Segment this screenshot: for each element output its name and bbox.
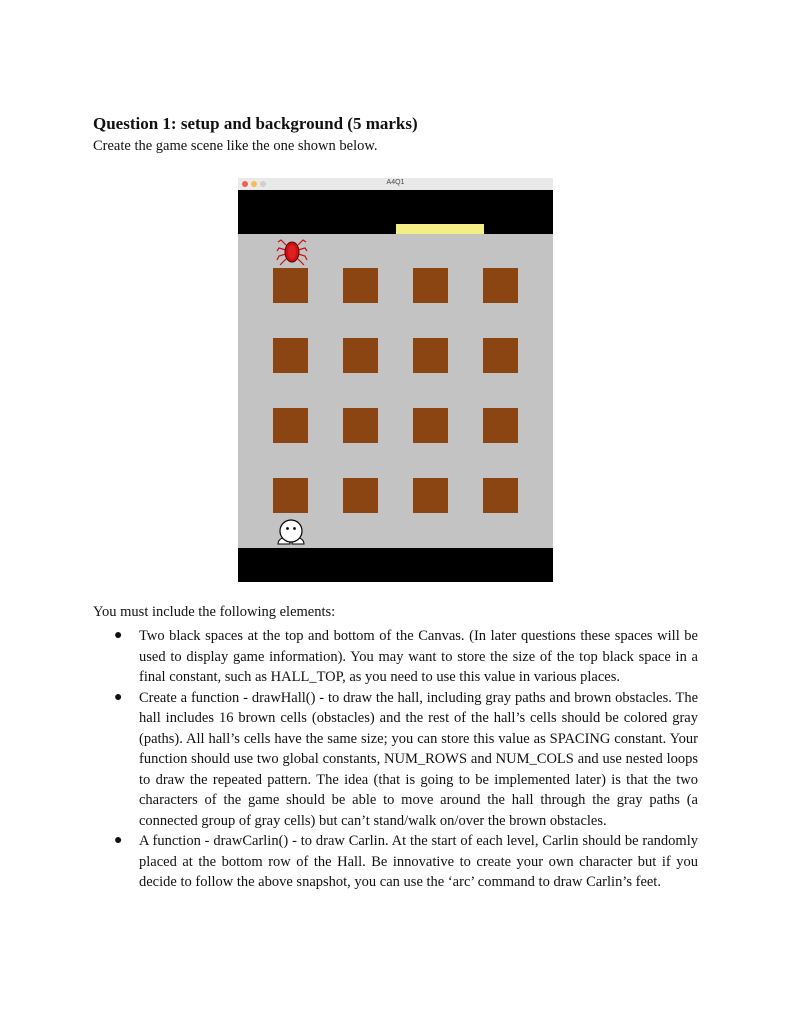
- bottom-black-space: [238, 548, 553, 582]
- obstacle-cell: [483, 268, 518, 303]
- list-item: [93, 626, 698, 688]
- window-title: A4Q1: [386, 179, 405, 186]
- requirement-text: Create a function - drawHall() - to draw the hall, including gray paths and brown obstacles. The hall includes 16 brown cells (obstacles) and the rest of the hall’s cells should be colored gray (paths). All hall’s cells have the same size; you can store this value as SPACING constant. Your function should use two global constants, NUM_ROWS and NUM_COLS and use nested loops to draw the repeated pattern. The idea (that is going to be implemented later) is that the two characters of the game should be able to move around the hall through the gray paths (a connected group of gray cells) but can’t stand/walk on/over the brown obstacles.: [139, 689, 698, 829]
- list-item: [93, 688, 698, 832]
- obstacle-cell: [413, 338, 448, 373]
- obstacle-cell: [413, 478, 448, 513]
- obstacle-cell: [343, 338, 378, 373]
- obstacle-cell: [483, 408, 518, 443]
- obstacle-cell: [343, 268, 378, 303]
- requirements-intro: You must include the following elements:: [93, 604, 336, 620]
- requirement-text: Two black spaces at the top and bottom of the Canvas. (In later questions these spaces will be used to display game information). You may want to store the size of the top black space in a final constant, such as HALL_TOP, as you need to use this value in various places.: [139, 628, 698, 685]
- obstacle-cell: [273, 408, 308, 443]
- bullet-icon: ●: [114, 628, 123, 643]
- obstacle-cell: [413, 408, 448, 443]
- bullet-icon: ●: [114, 689, 123, 705]
- obstacle-cell: [273, 268, 308, 303]
- question-heading: Question 1: setup and background (5 marks): [93, 114, 418, 133]
- hall: [238, 234, 553, 548]
- requirement-text: A function - drawCarlin() - to draw Carlin. At the start of each level, Carlin should be randomly placed at the bottom row of the Hall. Be innovative to create your own character but if you decide to follow the above snapshot, you can use the ‘arc’ command to draw Carlin’s feet.: [139, 833, 698, 890]
- question-intro: Create the game scene like the one shown below.: [93, 138, 378, 154]
- exit-bar: [396, 224, 484, 234]
- obstacle-cell: [343, 478, 378, 513]
- obstacle-cell: [483, 478, 518, 513]
- obstacle-cell: [273, 338, 308, 373]
- game-window: [238, 178, 553, 582]
- obstacle-cell: [413, 268, 448, 303]
- obstacle-cell: [483, 338, 518, 373]
- obstacle-cell: [273, 478, 308, 513]
- requirements-list: [93, 626, 698, 893]
- carlin-character-icon: [275, 518, 307, 546]
- bullet-icon: ●: [114, 833, 123, 848]
- spider-icon: [276, 236, 308, 266]
- list-item: [93, 831, 698, 893]
- obstacle-cell: [343, 408, 378, 443]
